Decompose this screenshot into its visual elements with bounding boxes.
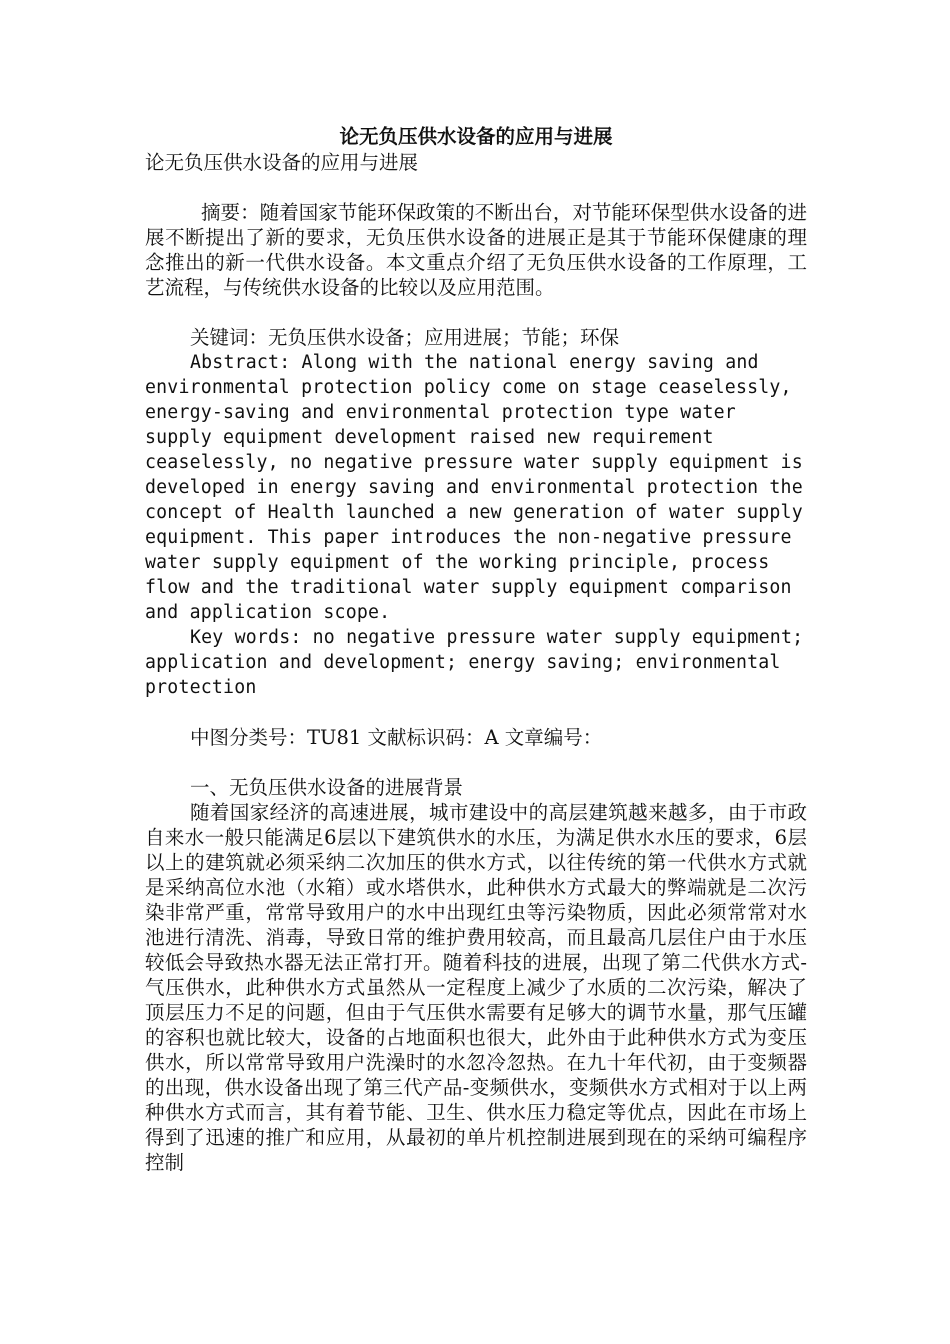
spacer [145,750,807,775]
section-body: 随着国家经济的高速进展，城市建设中的高层建筑越来越多，由于市政自来水一般只能满足6层以下建筑供水的水压，为满足供水水压的要求，6层以上的建筑就必须采纳二次加压的供水方式，以往传统的第一代供水方式就是采纳高位水池（水箱）或水塔供水，此种供水方式最大的弊端就是二次污染非常严重，常常导致用户的水中出现红虫等污染物质，因此必须常常对水池进行清洗、消毒，导致日常的维护费用较高，而且最高几层住户由于水压较低会导致热水器无法正常打开。随着科技的进展，出现了第二代供水方式-气压供水，此种供水方式虽然从一定程度上减少了水质的二次污染，解决了顶层压力不足的问题，但由于气压供水需要有足够大的调节水量，那气压罐的容积也就比较大，设备的占地面积也很大，此外由于此种供水方式为变压供水，所以常常导致用户洗澡时的水忽冷忽热。在九十年代初，由于变频器的出现，供水设备出现了第三代产品-变频供水，变频供水方式相对于以上两种供水方式而言，其有着节能、卫生、供水压力稳定等优点，因此在市场上得到了迅速的推广和应用，从最初的单片机控制进展到现在的采纳可编程序控制 [145,801,807,1174]
document-title: 论无负压供水设备的应用与进展 [339,125,613,148]
document-body [145,124,807,1175]
document-subtitle: 论无负压供水设备的应用与进展 [145,151,419,174]
section-heading: 一、无负压供水设备的进展背景 [190,776,464,799]
spacer [145,700,807,725]
spacer [145,175,807,200]
keywords-en: Key words: no negative pressure water supply equipment; application and development; energy saving; environmental protection [145,627,804,698]
abstract-en: Abstract: Along with the national energy saving and environmental protection policy come on stage ceaselessly, energy-saving and environmental protection type water supply equipment development raised new requirement ceaselessly, no negative pressure water supply equipment is developed in energy saving and environmental protection the concept of Health launched a new generation of water supply equipment. This paper introduces the non-negative pressure water supply equipment of the working principle, process flow and the traditional water supply equipment comparison and application scope. [145,352,803,623]
keywords-cn: 关键词：无负压供水设备；应用进展；节能；环保 [190,326,620,349]
abstract-cn: 摘要：随着国家节能环保政策的不断出台，对节能环保型供水设备的进展不断提出了新的要求，无负压供水设备的进展正是其于节能环保健康的理念推出的新一代供水设备。本文重点介绍了无负压供水设备的工作原理，工艺流程，与传统供水设备的比较以及应用范围。 [145,201,807,299]
spacer [145,300,807,325]
classification-line: 中图分类号：TU81 文献标识码：A 文章编号： [190,726,603,749]
